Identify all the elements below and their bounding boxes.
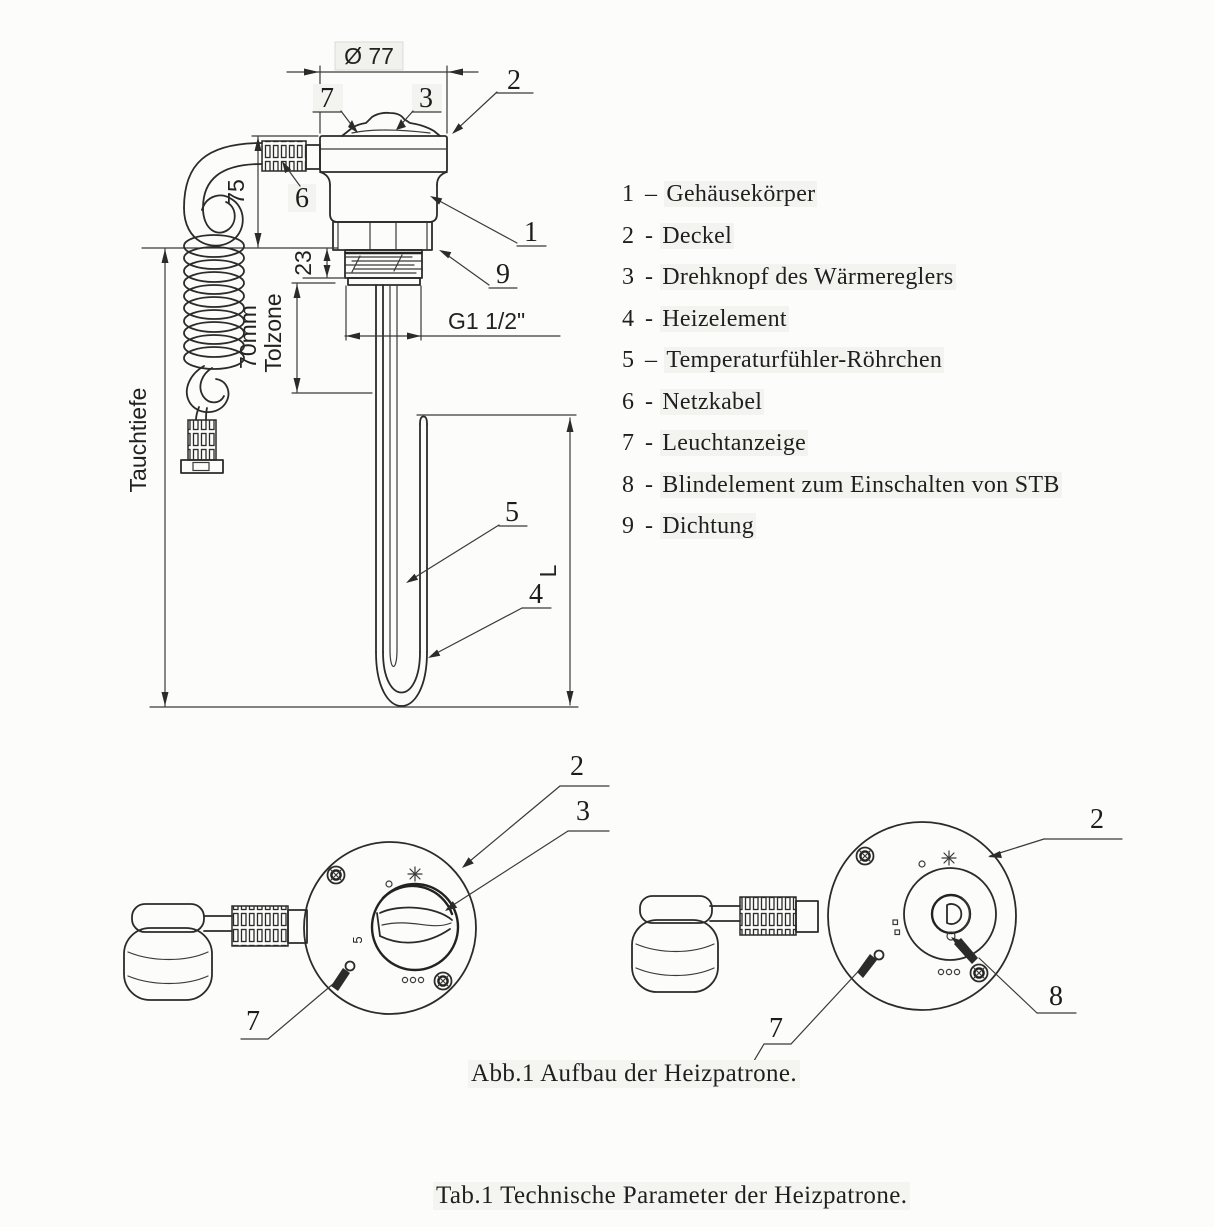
legend-item: 6 - Netzkabel <box>622 388 763 415</box>
dim-immersion-label: Tauchtiefe <box>125 387 151 493</box>
recess-circle <box>904 868 996 960</box>
dim-diameter-label: Ø 77 <box>344 43 394 69</box>
dim-immersion-depth <box>125 249 169 706</box>
scale-dots <box>402 977 423 982</box>
legend-item: 2 - Deckel <box>622 222 733 249</box>
legend-label: Gehäusekörper <box>666 181 816 207</box>
cable-gland <box>262 141 320 171</box>
cable-gland <box>232 906 307 946</box>
legend-item: 8 - Blindelement zum Einschalten von STB <box>622 471 1060 498</box>
legend-label: Blindelement zum Einschalten von STB <box>662 471 1060 498</box>
thermostat-knob <box>372 884 458 970</box>
callout-6: 6 <box>295 183 309 214</box>
callout-1: 1 <box>524 217 538 248</box>
callout-3: 3 <box>419 83 433 114</box>
legend-item: 5 – Temperaturfühler-Röhrchen <box>622 347 943 373</box>
scale-dot <box>386 881 392 887</box>
dim-thread-size <box>345 286 560 340</box>
screw-icon <box>435 973 452 990</box>
screw-icon <box>328 867 345 884</box>
dim-thread-height <box>290 249 346 278</box>
legend-item: 9 - Dichtung <box>622 513 755 539</box>
housing-body <box>330 185 437 222</box>
power-plug <box>181 420 223 473</box>
screw-icon <box>857 848 874 865</box>
heating-element-tube <box>376 285 427 706</box>
scale-dots <box>893 920 960 975</box>
callout-5: 5 <box>505 497 519 528</box>
power-plug <box>124 904 212 1000</box>
legend-item: 7 - Leuchtanzeige <box>622 430 807 456</box>
figure-caption: Abb.1 Aufbau der Heizpatrone. <box>468 1060 800 1088</box>
callout-3: 3 <box>576 796 590 827</box>
hex-nut <box>333 222 432 250</box>
legend-label: Deckel <box>662 222 733 249</box>
legend-item: 4 - Heizelement <box>622 305 787 332</box>
callout-7: 7 <box>320 83 334 114</box>
top-view-without-knob <box>632 804 1122 1081</box>
callout-2: 2 <box>570 751 584 782</box>
indicator-led <box>875 951 884 960</box>
callout-2: 2 <box>1090 804 1104 835</box>
main-view <box>125 42 578 707</box>
defrost-symbol-icon <box>408 867 422 881</box>
callouts-right-view <box>742 804 1122 1081</box>
scale-dot <box>919 861 925 867</box>
callouts-left-view <box>241 751 609 1039</box>
legend-label: Temperaturfühler-Röhrchen <box>666 347 943 373</box>
callout-2: 2 <box>507 65 521 96</box>
parts-legend <box>622 181 1062 555</box>
legend-item: 3 - Drehknopf des Wärmereglers <box>622 264 954 290</box>
legend-label: Leuchtanzeige <box>662 430 807 456</box>
callout-7: 7 <box>246 1006 260 1037</box>
dim-thread-height-label: 23 <box>290 250 316 276</box>
knob-setting-mark: 5 <box>350 936 365 944</box>
dim-element-length <box>417 415 576 705</box>
cable-gland <box>740 897 818 935</box>
callout-7: 7 <box>769 1013 783 1044</box>
legend-item: 1 – Gehäusekörper <box>622 181 816 207</box>
dim-dead-zone <box>235 283 372 393</box>
dim-cap-height-label: 75 <box>223 179 249 205</box>
defrost-symbol-icon <box>942 851 956 865</box>
legend-label: Drehknopf des Wärmereglers <box>662 264 954 290</box>
screw-icon <box>971 965 988 982</box>
callout-9: 9 <box>496 259 510 290</box>
power-plug <box>632 896 718 992</box>
legend-label: Heizelement <box>662 305 787 332</box>
callout-4: 4 <box>529 579 543 610</box>
cover-circle <box>304 842 476 1014</box>
callouts-main <box>282 65 551 658</box>
blind-element <box>932 895 970 940</box>
table-caption: Tab.1 Technische Parameter der Heizpatrone. <box>433 1182 910 1210</box>
dim-element-length-label: L <box>535 564 561 578</box>
cover <box>320 136 447 185</box>
dim-dead-zone-label: Tolzone <box>260 293 286 373</box>
dim-dead-zone-value: 70mm <box>235 305 261 369</box>
dim-thread-size-label: G1 1/2" <box>448 308 526 334</box>
dim-cap-height <box>223 137 262 247</box>
cover-circle <box>828 822 1016 1010</box>
legend-label: Netzkabel <box>662 388 763 415</box>
thread-seal <box>345 250 422 285</box>
legend-label: Dichtung <box>662 513 755 539</box>
callout-8: 8 <box>1049 981 1063 1012</box>
indicator-led <box>346 962 355 971</box>
top-view-with-knob <box>124 751 609 1039</box>
